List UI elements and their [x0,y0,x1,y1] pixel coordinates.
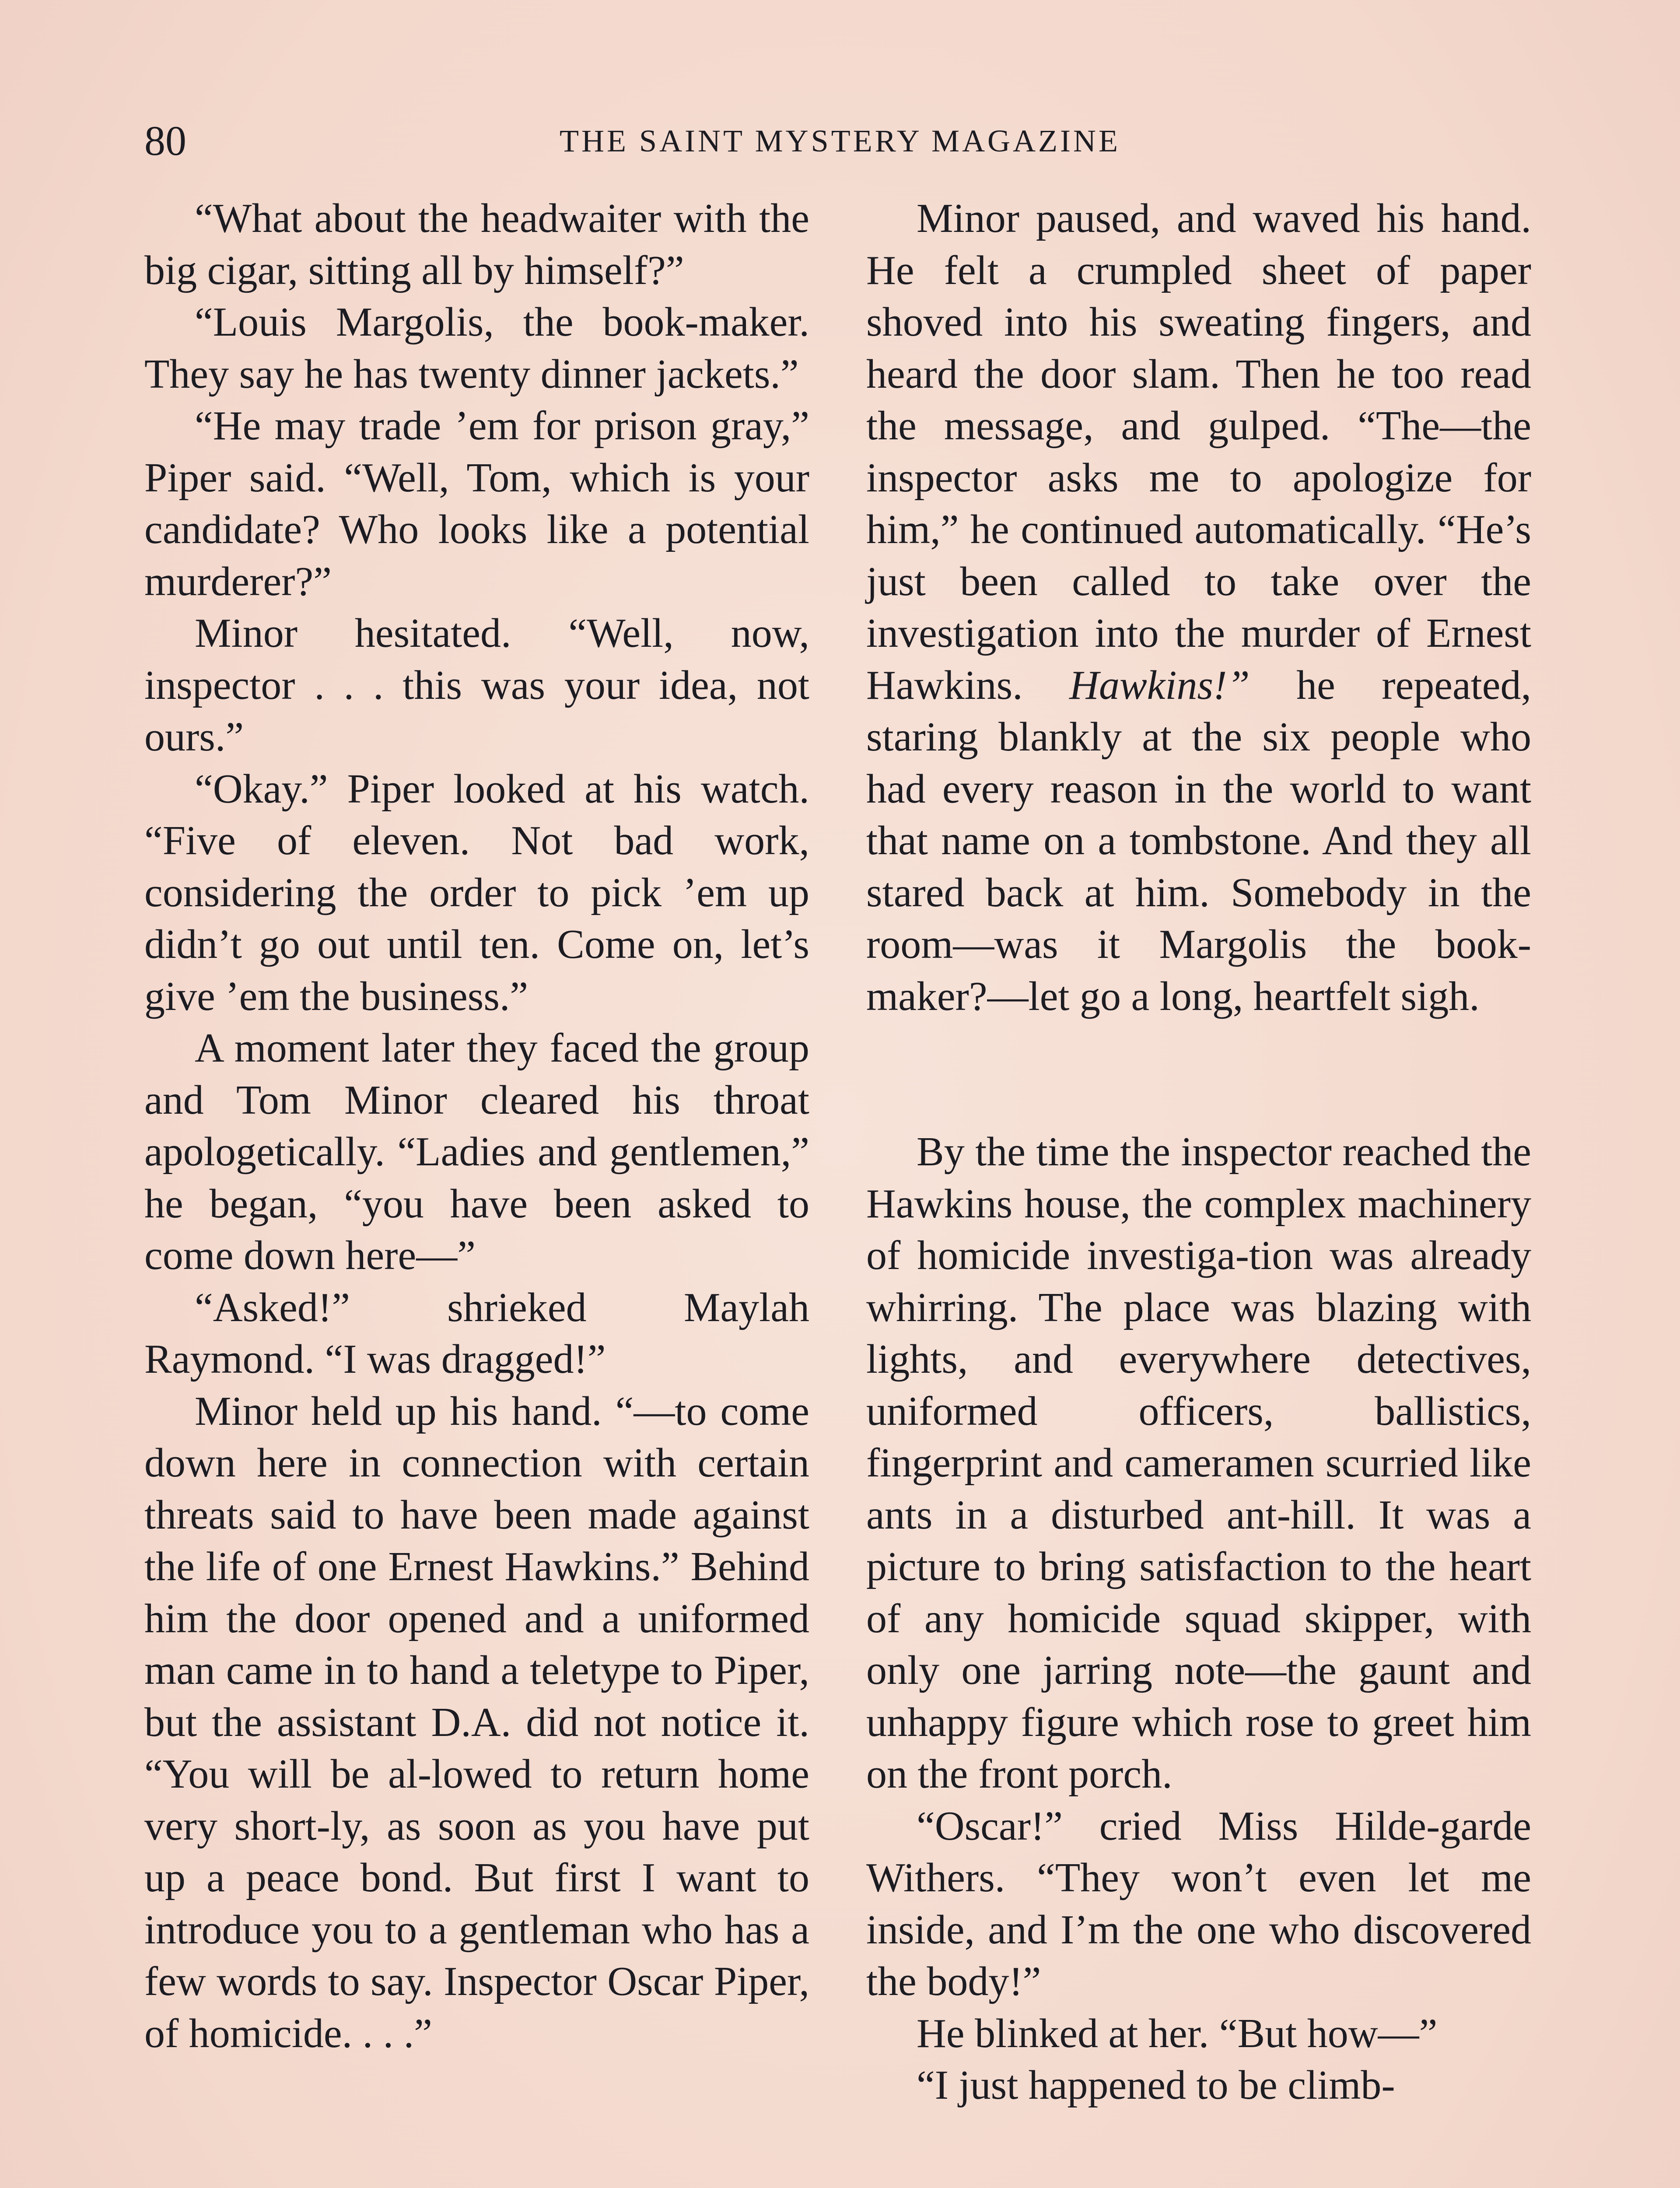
paragraph: Minor hesitated. “Well, now, inspector . . . this was your idea, not ours.” [144,610,809,760]
paragraph: “What about the headwaiter with the big cigar, sitting all by himself?” [144,196,809,293]
running-head: THE SAINT MYSTERY MAGAZINE [560,123,1120,158]
paragraph: “Asked!” shrieked Maylah Raymond. “I was dragged!” [144,1284,809,1382]
paragraph: He blinked at her. “But how—” [917,2010,1438,2056]
right-column [866,193,1531,2111]
paragraph: “Louis Margolis, the book-maker. They say he has twenty dinner jackets.” [144,299,809,397]
left-column [144,193,809,2059]
paragraph: “I just happened to be climb- [917,2062,1395,2108]
paragraph: A moment later they faced the group and Tom Minor cleared his throat apologetically. “Ladies and gentlemen,” he began, “you have been asked to come down here—” [144,1025,809,1278]
paragraph [866,193,1531,1022]
paragraph: “Oscar!” cried Miss Hilde-garde Withers. “They won’t even let me inside, and I’m the one who discovered the body!” [866,1803,1531,2004]
paragraph-text: he repeated, staring blankly at the six people who had every reason in the world to want that name on a tombstone. And they all stared back at him. Somebody in the room—was it Margolis the book-maker?—let go a long, heartfelt sigh. [866,662,1532,1019]
paragraph: By the time the inspector reached the Hawkins house, the complex machinery of homicide investiga-tion was already whirring. The place was blazing with lights, and everywhere detectives, uniformed officers, ballistics, fingerprint and cameramen scurried like ants in a disturbed ant-hill. It was a picture to bring satisfaction to the heart of any homicide squad skipper, with only one jarring note—the gaunt and unhappy figure which rose to greet him on the front porch. [866,1129,1531,1797]
italic-text: Hawkins!” [1069,662,1250,708]
paragraph-text: Minor paused, and waved his hand. He felt a crumpled sheet of paper shoved into his sweating fingers, and heard the door slam. Then he too read the message, and gulped. “The—the inspector asks me to apologize for him,” he continued automatically. “He’s just been called to take over the investigation into the murder of Ernest Hawkins. [866,196,1531,708]
section-break [866,1022,1531,1126]
paragraph: Minor held up his hand. “—to come down here in connection with certain threats said to have been made against the life of one Ernest Hawkins.” Behind him the door opened and a uniformed man came in to hand a teletype to Piper, but the assistant D.A. did not notice it. “You will be al-lowed to return home very short-ly, as soon as you have put up a peace bond. But first I want to introduce you to a gentleman who has a few words to say. Inspector Oscar Piper, of homicide. . . .” [144,1388,809,2056]
paragraph: “Okay.” Piper looked at his watch. “Five of eleven. Not bad work, considering the order to pick ’em up didn’t go out until ten. Come on, let’s give ’em the business.” [144,766,809,1019]
paragraph: “He may trade ’em for prison gray,” Piper said. “Well, Tom, which is your candidate? Who looks like a potential murderer?” [144,403,809,604]
page-header [144,115,1536,167]
page-number: 80 [144,117,186,164]
